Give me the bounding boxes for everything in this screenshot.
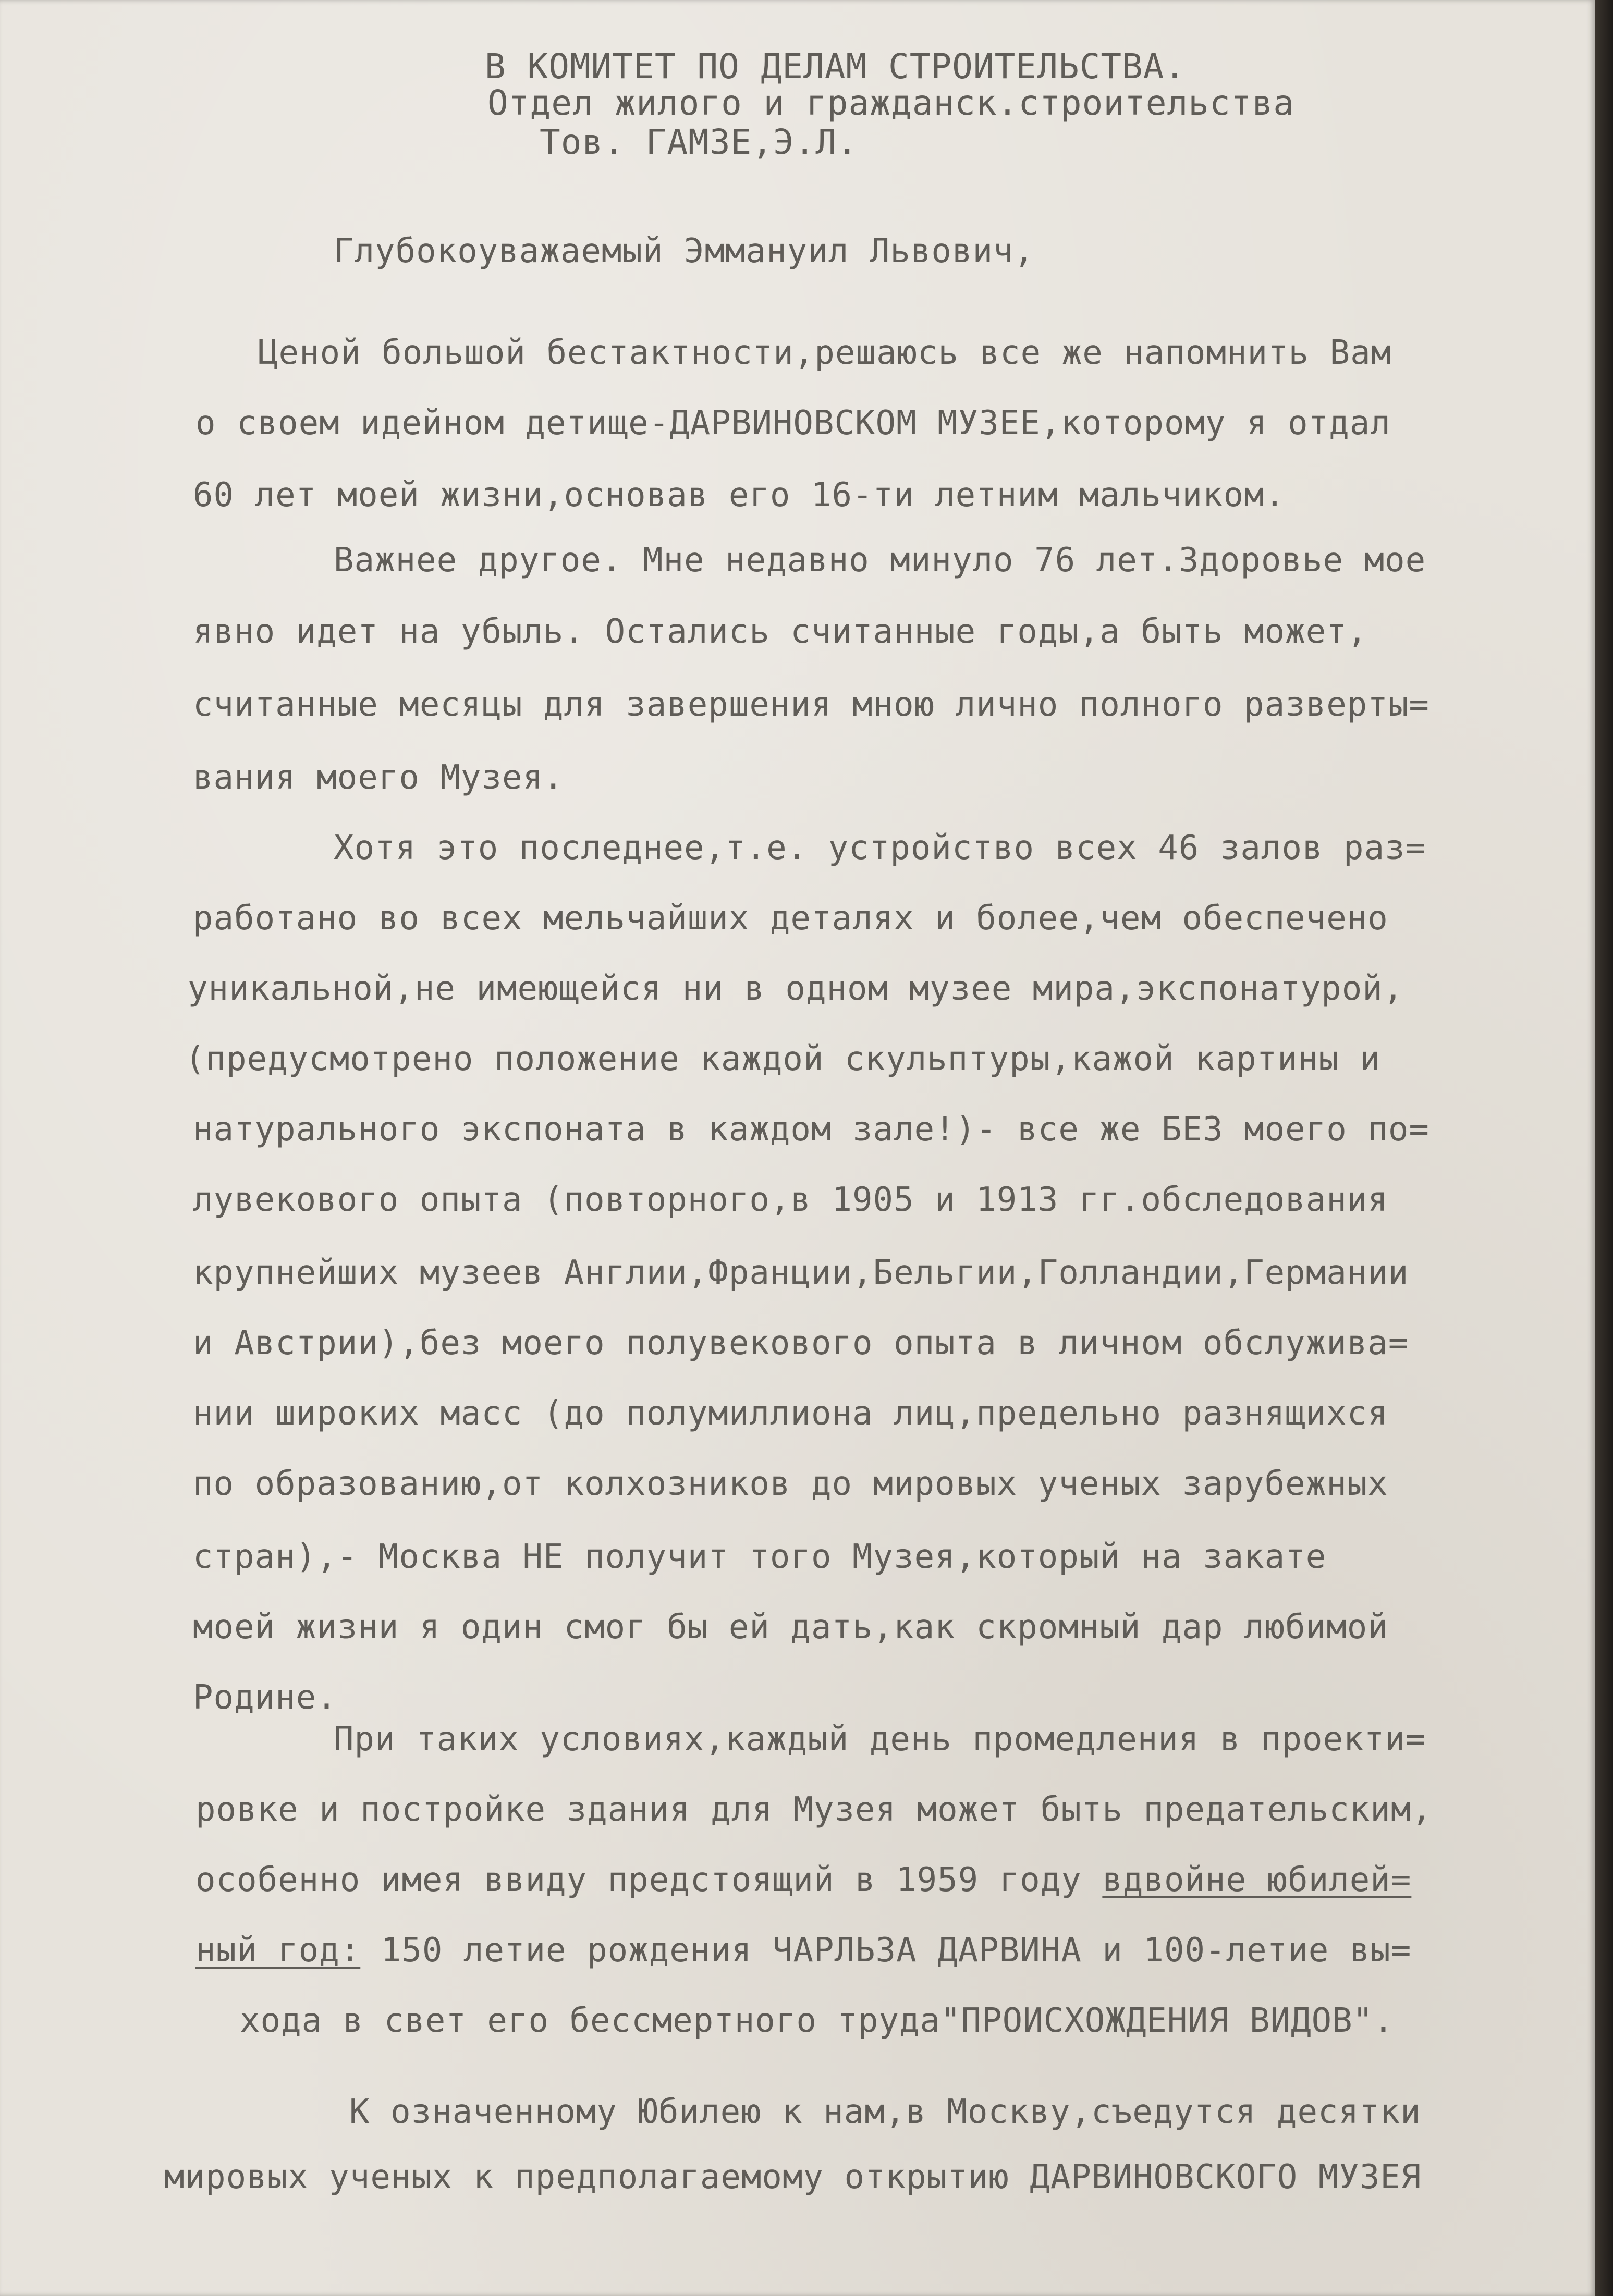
body-line: уникальной,не имеющейся ни в одном музее мира,экспонатурой, bbox=[188, 969, 1404, 1008]
body-line: Хотя это последнее,т.е. устройство всех 46 залов раз= bbox=[334, 829, 1426, 867]
body-line: При таких условиях,каждый день промедления в проекти= bbox=[334, 1720, 1426, 1759]
body-line: натурального экспоната в каждом зале!)- все же БЕЗ моего по= bbox=[193, 1110, 1429, 1149]
body-line: 60 лет моей жизни,основав его 16-ти летним мальчиком. bbox=[193, 476, 1286, 514]
underlined-phrase: ный год: bbox=[195, 1931, 361, 1970]
body-line: и Австрии),без моего полувекового опыта в личном обслужива= bbox=[193, 1324, 1409, 1362]
addressee-line-2: Отдел жилого и гражданск.строительства bbox=[487, 83, 1294, 123]
body-line: Важнее другое. Мне недавно минуло 76 лет.Здоровье мое bbox=[334, 541, 1426, 580]
body-line: крупнейших музеев Англии,Франции,Бельгии,Голландии,Германии bbox=[193, 1254, 1409, 1292]
body-line: по образованию,от колхозников до мировых ученых зарубежных bbox=[193, 1465, 1388, 1503]
body-line: лувекового опыта (повторного,в 1905 и 1913 гг.обследования bbox=[193, 1181, 1388, 1219]
body-line: считанные месяцы для завершения мною лично полного разверты= bbox=[193, 685, 1429, 724]
body-line-with-underline bbox=[195, 1863, 1411, 1897]
page-edge-shadow bbox=[1595, 0, 1613, 2296]
body-line-prefix: особенно имея ввиду предстоящий в 1959 году bbox=[195, 1861, 1103, 1899]
body-line: моей жизни я один смог бы ей дать,как скромный дар любимой bbox=[193, 1608, 1388, 1647]
body-line: о своем идейном детище-ДАРВИНОВСКОМ МУЗЕЕ,которому я отдал bbox=[195, 404, 1391, 443]
body-line: стран),- Москва НЕ получит того Музея,который на закате bbox=[193, 1538, 1327, 1576]
body-line: мировых ученых к предполагаемому открытию ДАРВИНОВСКОГО МУЗЕЯ bbox=[164, 2158, 1422, 2196]
body-line: (предусмотрено положение каждой скульптуры,кажой картины и bbox=[185, 1040, 1380, 1078]
addressee-line-3: Тов. ГАМЗЕ,Э.Л. bbox=[540, 122, 859, 162]
body-line: вания моего Музея. bbox=[193, 758, 564, 797]
body-line-suffix: 150 летие рождения ЧАРЛЬЗА ДАРВИНА и 100-летие вы= bbox=[360, 1931, 1412, 1970]
salutation: Глубокоуважаемый Эммануил Львович, bbox=[334, 232, 1035, 271]
body-line: хода в свет его бессмертного труда"ПРОИСХОЖДЕНИЯ ВИДОВ". bbox=[240, 2002, 1394, 2040]
body-line: работано во всех мельчайших деталях и более,чем обеспечено bbox=[193, 899, 1388, 938]
underlined-phrase: вдвойне юбилей= bbox=[1102, 1861, 1412, 1899]
body-line: К означенному Юбилею к нам,в Москву,съедутся десятки bbox=[349, 2093, 1421, 2131]
addressee-line-1: В КОМИТЕТ ПО ДЕЛАМ СТРОИТЕЛЬСТВА. bbox=[485, 46, 1186, 87]
body-line: Родине. bbox=[193, 1678, 337, 1717]
body-line: Ценой большой бестактности,решаюсь все же напомнить Вам bbox=[258, 334, 1392, 372]
body-line-with-underline bbox=[195, 1931, 1412, 1970]
body-line: явно идет на убыль. Остались считанные годы,а быть может, bbox=[193, 612, 1368, 651]
body-line: нии широких масс (до полумиллиона лиц,предельно разнящихся bbox=[193, 1394, 1388, 1433]
body-line: ровке и постройке здания для Музея может быть предательским, bbox=[195, 1790, 1432, 1829]
